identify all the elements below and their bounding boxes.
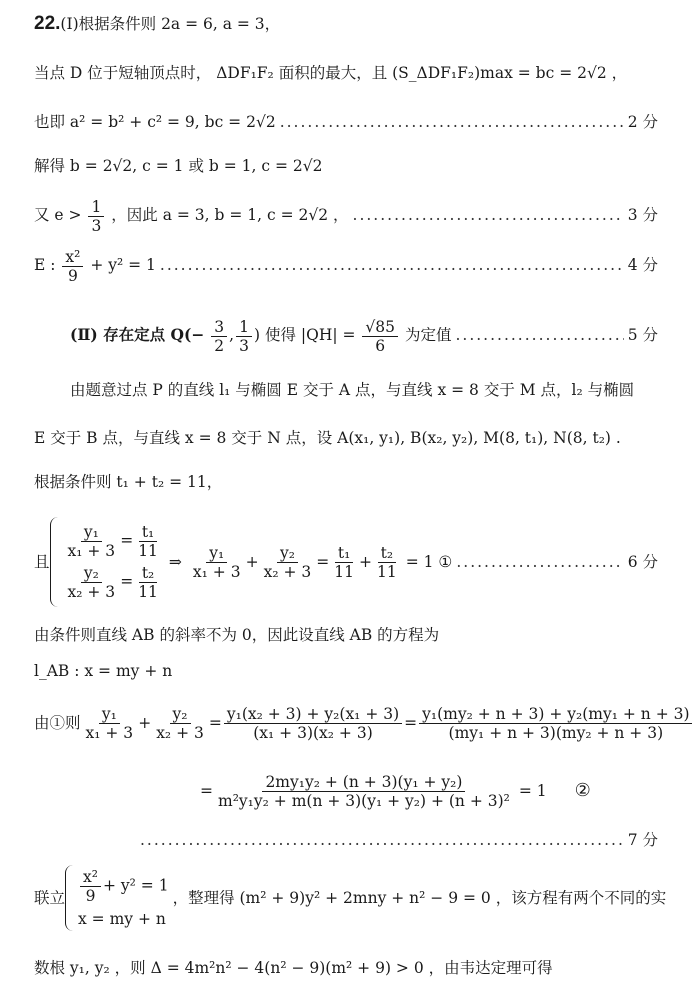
vieta-line: 数根 y₁, y₂ ，则 Δ = 4m²n² − 4(n² − 9)(m² + 9) > 0 ，由韦达定理可得 bbox=[34, 959, 553, 977]
max-area-line: 当点 D 位于短轴顶点时， ΔDF₁F₂ 面积的最大，且 (S_ΔDF₁F₂)max = bc = 2√2 ， bbox=[34, 64, 628, 82]
equation-line-a bbox=[34, 112, 658, 132]
part-one-heading bbox=[34, 14, 658, 34]
derivation-line-two: = $\frac{\text{2my₁y₂ + (n + 3)(y₁ + y₂)}}{\text{m²y₁y₂ + m(n + 3)(y₁ + y₂) + (n + 3)²}}$ = 1 ② bbox=[200, 768, 658, 814]
text-pre: 联立 bbox=[34, 889, 66, 907]
score-mark: 2 分 bbox=[627, 113, 658, 131]
line-ab-equation: l_AB : x = my + n bbox=[34, 662, 173, 680]
text-post: 为定值 bbox=[404, 326, 452, 344]
text-post: + y² = 1 bbox=[90, 256, 156, 274]
left-brace bbox=[50, 517, 59, 607]
part-two-line: (Ⅱ) 存在定点 Q(− $\frac{3}{2}$ , $\frac{1}{3}$ ) 使得 |QH| = $\frac{√85}{6}$ 为定值 ..... 5 分 bbox=[70, 314, 658, 356]
part-one-text: (Ⅰ)根据条件则 2a = 6, a = 3， bbox=[60, 15, 281, 33]
score-mark: 4 分 bbox=[627, 256, 658, 274]
fraction: $\frac{\text{x²}}{9}$ bbox=[62, 248, 83, 285]
equation-text: 也即 a² = b² + c² = 9, bc = 2√2 bbox=[34, 113, 276, 131]
slope-line: 由条件则直线 AB 的斜率不为 0，因此设直线 AB 的方程为 bbox=[34, 626, 440, 644]
solution-line: 解得 b = 2√2, c = 1 或 b = 1, c = 2√2 bbox=[34, 157, 323, 175]
equation-system: $\frac{\text{x²}}{9}$ + y² = 1 x = my + n bbox=[65, 865, 169, 931]
fraction: $\frac{1}{3}$ bbox=[88, 198, 104, 235]
leader-dots bbox=[456, 552, 623, 572]
fraction: $\frac{3}{2}$ bbox=[211, 318, 227, 355]
description-line-a: 由题意过点 P 的直线 l₁ 与椭圆 E 交于 A 点，与直线 x = 8 交于 M 点，l₂ 与椭圆 bbox=[70, 381, 635, 399]
text-post: ，因此 a = 3, b = 1, c = 2√2 ， bbox=[111, 206, 349, 224]
leader-dots bbox=[280, 112, 624, 132]
text-pre: E : bbox=[34, 256, 56, 274]
text-pre: 由①则 bbox=[34, 714, 81, 732]
equation-system: $\frac{\text{y₁}}{\text{x₁ + 3}}$ = $\frac{\text{t₁}}{11}$ $\frac{\text{y₂}}{\text{x₂ + 3}}$ = $\frac{\text{t₂}}{11}$ bbox=[50, 517, 163, 607]
condition-line: 根据条件则 t₁ + t₂ = 11， bbox=[34, 473, 223, 491]
fraction: $\frac{1}{3}$ bbox=[236, 318, 252, 355]
leader-dots bbox=[160, 245, 624, 285]
score-mark: 3 分 bbox=[627, 206, 658, 224]
circled-two: ② bbox=[574, 780, 591, 801]
leader-dots bbox=[353, 195, 624, 235]
system-line-one: 且 $\frac{\text{y₁}}{\text{x₁ + 3}}$ = $\frac{\text{t₁}}{11}$ $\frac{\text{y₂}}{\text{x₂ + 3}}$ = $\frac{\text{t₂}}{11}$ ⇒ $\frac{\text{y₁}}{\text{x₁ + 3}}$ + $\frac{\text{y₂}}{\text{x₂ + 3}}$ = $\frac{\text{t₁}}{11}$ + $\frac{\text{t₂}}{11}$ = 1 ① ..... 6 分 bbox=[34, 514, 658, 610]
text-pre: 且 bbox=[34, 553, 50, 571]
implies-arrow: ⇒ bbox=[168, 553, 182, 571]
description-line-b: E 交于 B 点，与直线 x = 8 交于 N 点，设 A(x₁, y₁), B(x₂, y₂), M(8, t₁), N(8, t₂) . bbox=[34, 429, 621, 447]
text-post: ，整理得 (m² + 9)y² + 2mny + n² − 9 = 0 ，该方程有两个不同的实 bbox=[172, 889, 667, 907]
question-number: 22. bbox=[34, 13, 61, 34]
fraction: $\frac{√85}{6}$ bbox=[362, 318, 398, 355]
score-line-seven bbox=[140, 830, 658, 850]
derivation-line-one: 由①则 $\frac{\text{y₁}}{\text{x₁ + 3}}$ + $\frac{\text{y₂}}{\text{x₂ + 3}}$ = $\frac{\text{y₁(x₂ + 3) + y₂(x₁ + 3)}}{\text{(x₁ + 3)(x₂ + 3)}}$ = $\frac{\text{y₁(my₂ + n + 3) + y₂(my₁ + n + 3)}}{\text{(my₁ + n + 3)(my₂ + n + 3)}}$ bbox=[34, 700, 658, 746]
ellipse-equation-line bbox=[34, 245, 658, 285]
score-mark: 5 分 bbox=[627, 326, 658, 344]
simultaneous-line bbox=[34, 862, 667, 934]
leader-dots bbox=[455, 314, 623, 356]
leader-dots bbox=[140, 830, 624, 850]
text-pre: (Ⅱ) 存在定点 Q(− bbox=[70, 325, 205, 344]
text-pre: 又 e > bbox=[34, 206, 82, 224]
eccentricity-line bbox=[34, 195, 658, 235]
score-mark: 6 分 bbox=[627, 553, 658, 571]
score-mark: 7 分 bbox=[627, 831, 658, 849]
left-brace bbox=[65, 865, 74, 931]
